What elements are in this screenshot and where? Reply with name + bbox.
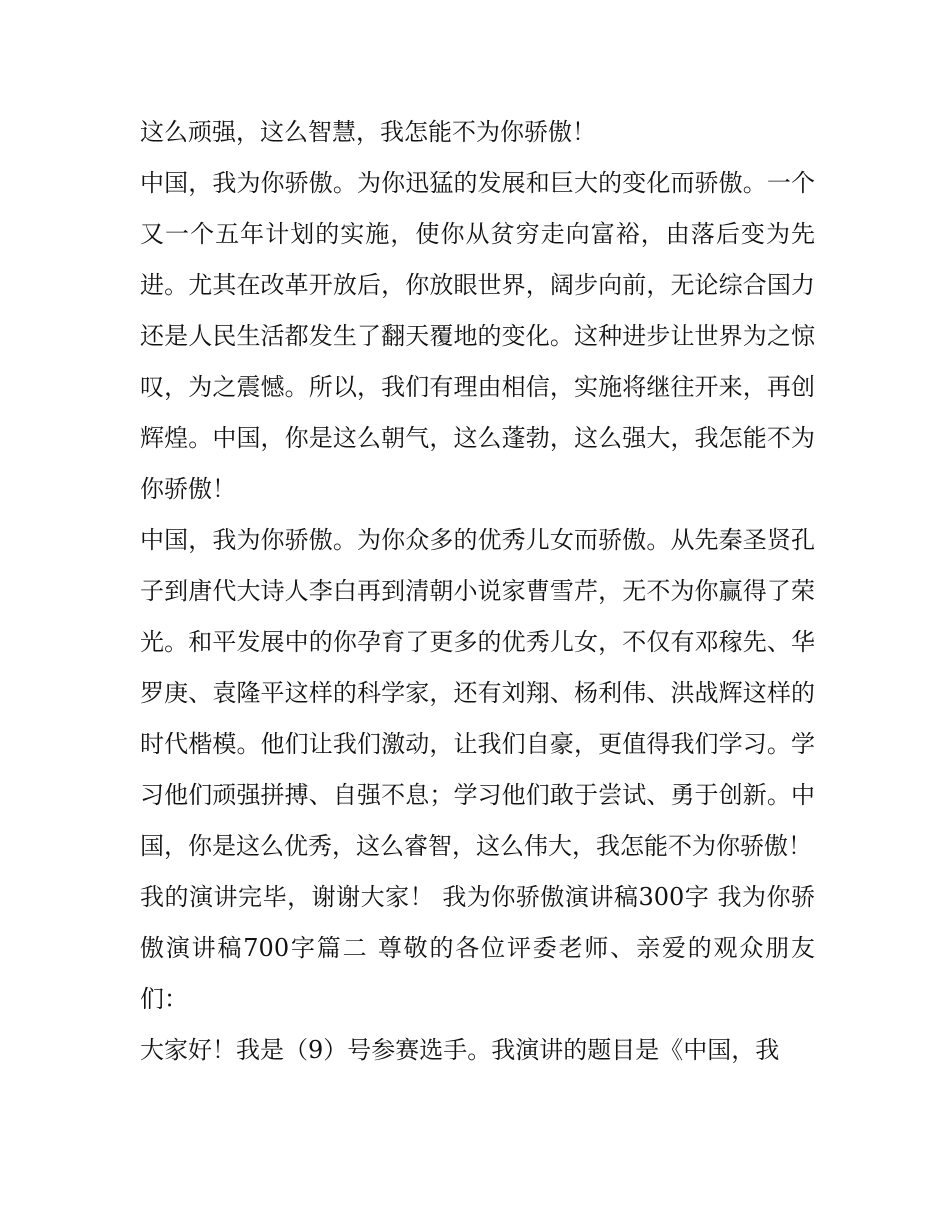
paragraph-1: 这么顽强，这么智慧，我怎能不为你骄傲！: [140, 118, 596, 146]
paragraph-2: 中国，我为你骄傲。为你迅猛的发展和巨大的变化而骄傲。一个又一个五年计划的实施，使你从贫穷走向富裕，由落后变为先进。尤其在改革开放后，你放眼世界，阔步向前，无论综合国力还是人民生活都发生了翻天覆地的变化。这种进步让世界为之惊叹，为之震憾。所以，我们有理由相信，实施将继往开来，再创辉煌。中国，你是这么朝气，这么蓬勃，这么强大，我怎能不为你骄傲！: [140, 169, 815, 503]
paragraph-4: 我的演讲完毕，谢谢大家！ 我为你骄傲演讲稿300字 我为你骄傲演讲稿700字篇二 尊敬的各位评委老师、亲爱的观众朋友们：: [140, 883, 815, 1013]
document-body: [140, 107, 815, 1076]
paragraph-5: 大家好！我是（9）号参赛选手。我演讲的题目是《中国，我: [140, 1036, 780, 1064]
paragraph-3: 中国，我为你骄傲。为你众多的优秀儿女而骄傲。从先秦圣贤孔子到唐代大诗人李白再到清朝小说家曹雪芹，无不为你赢得了荣光。和平发展中的你孕育了更多的优秀儿女，不仅有邓稼先、华罗庚、袁隆平这样的科学家，还有刘翔、杨利伟、洪战辉这样的时代楷模。他们让我们激动，让我们自豪，更值得我们学习。学习他们顽强拼搏、自强不息；学习他们敢于尝试、勇于创新。中国，你是这么优秀，这么睿智，这么伟大，我怎能不为你骄傲！: [140, 526, 815, 860]
